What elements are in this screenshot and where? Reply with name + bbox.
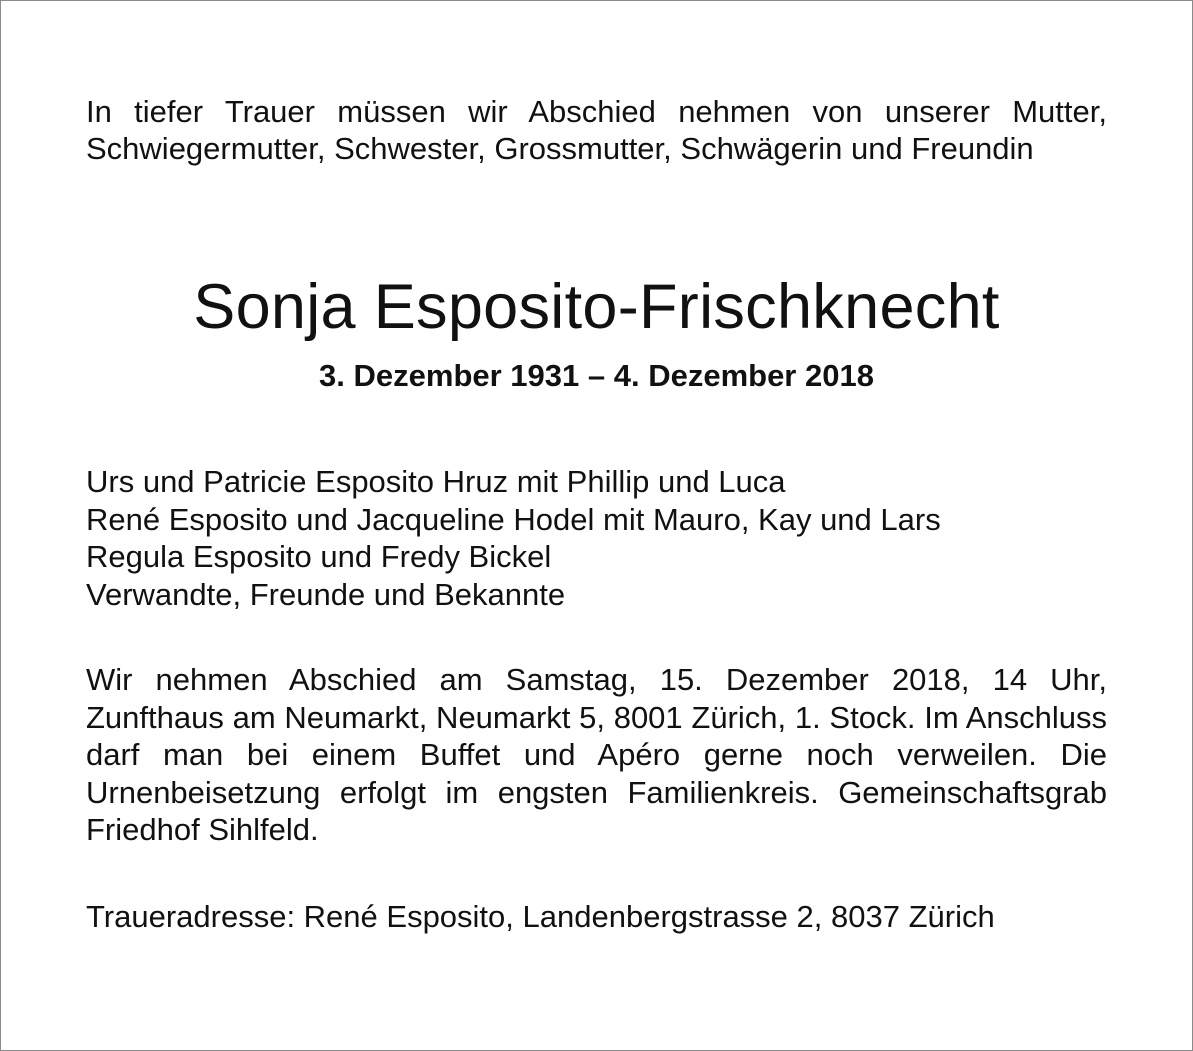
mourner-line: Urs und Patricie Esposito Hruz mit Phillip und Luca bbox=[86, 464, 786, 499]
mourners-list bbox=[86, 463, 1107, 613]
ceremony-details: Wir nehmen Abschied am Samstag, 15. Dezember 2018, 14 Uhr, Zunfthaus am Neumarkt, Neumarkt 5, 8001 Zürich, 1. Stock. Im Anschluss darf man bei einem Buffet und Apéro gerne noch verweilen. Die Urnenbeisetzung erfolgt im engsten Familienkreis. Gemeinschaftsgrab Friedhof Sihlfeld. bbox=[86, 662, 1107, 847]
mourner-line: Regula Esposito und Fredy Bickel bbox=[86, 539, 552, 574]
deceased-name: Sonja Esposito-Frischknecht bbox=[193, 272, 1000, 342]
intro-text: In tiefer Trauer müssen wir Abschied nehmen von unserer Mutter, Schwiegermutter, Schwester, Grossmutter, Schwägerin und Freundin bbox=[86, 94, 1107, 166]
mourner-line: René Esposito und Jacqueline Hodel mit Mauro, Kay und Lars bbox=[86, 501, 941, 537]
life-dates: 3. Dezember 1931 – 4. Dezember 2018 bbox=[319, 358, 874, 393]
mourner-line: Verwandte, Freunde und Bekannte bbox=[86, 576, 566, 612]
mourning-address: Traueradresse: René Esposito, Landenbergstrasse 2, 8037 Zürich bbox=[86, 899, 995, 934]
obituary-notice bbox=[86, 93, 1107, 934]
